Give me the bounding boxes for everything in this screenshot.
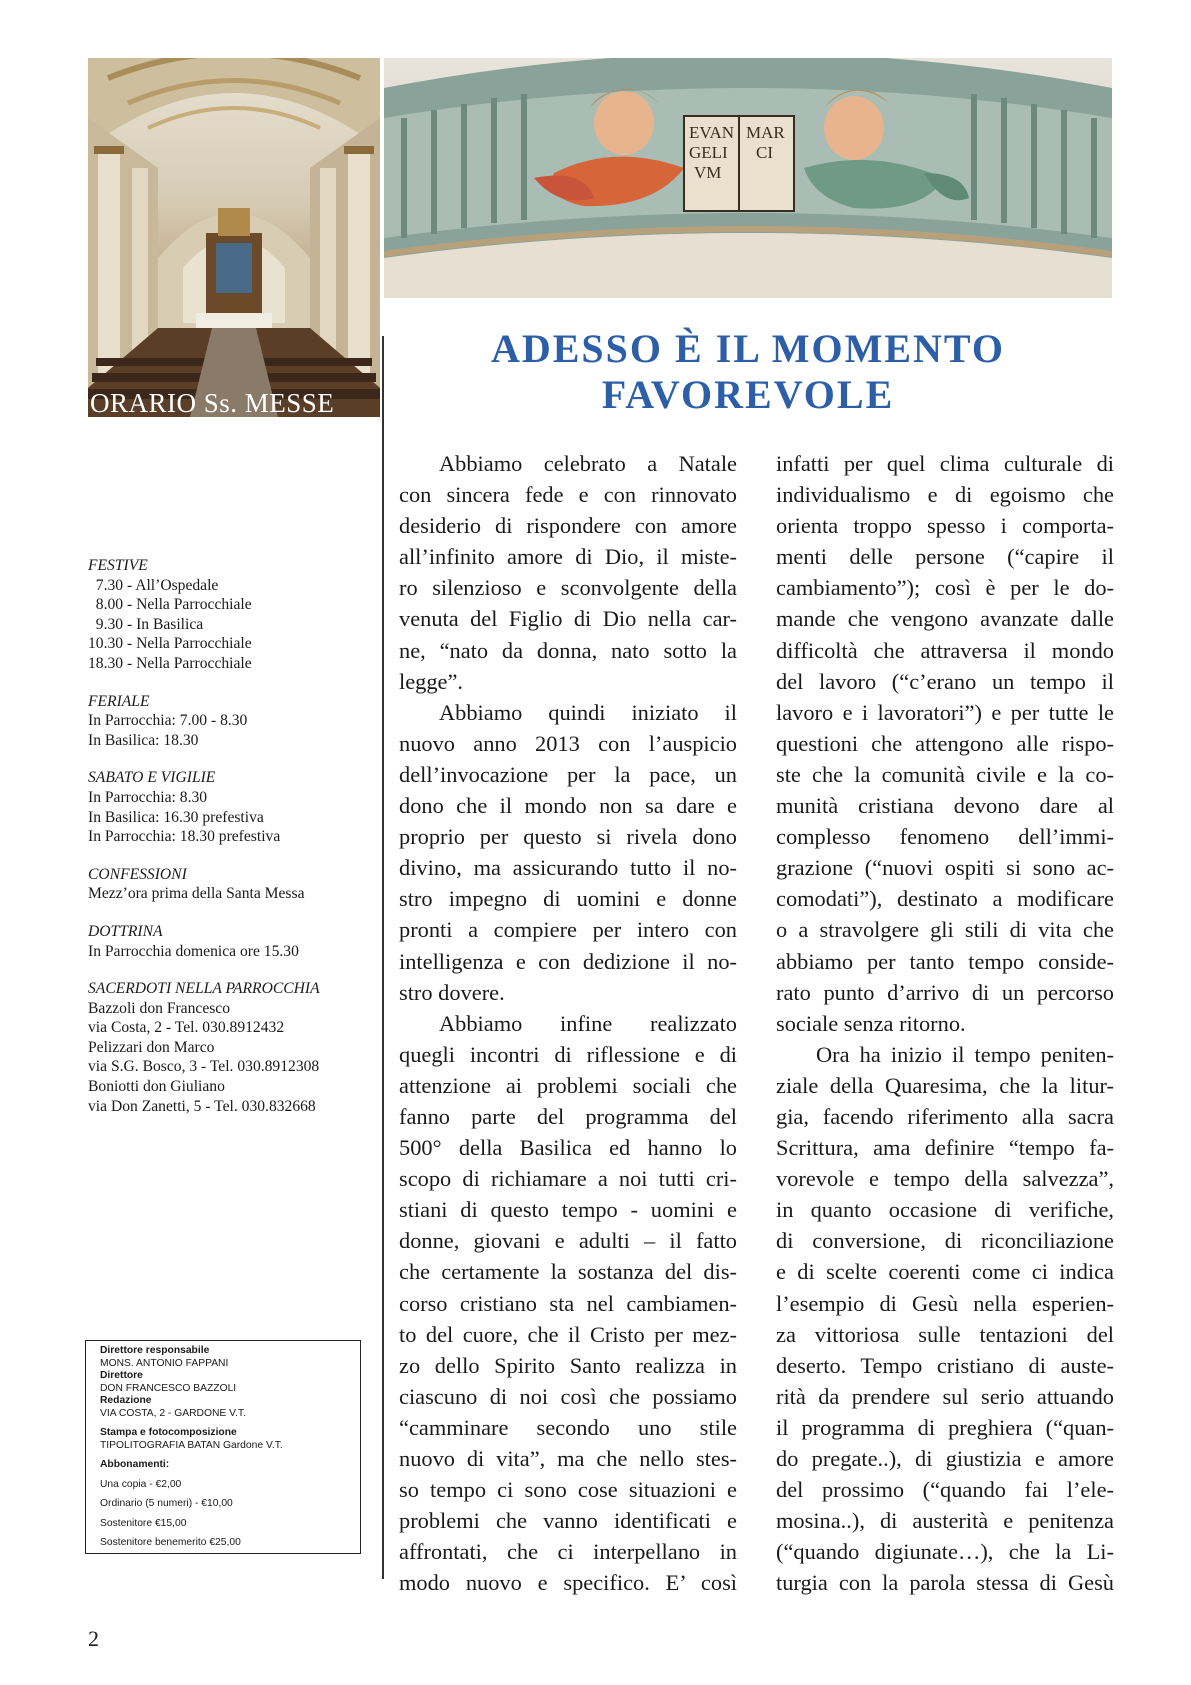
text-line: donne, giovani e adulti – il fatto — [399, 1228, 737, 1254]
text-line: Ora ha inizio il tempo peniten- — [816, 1041, 1114, 1067]
text-line: rità da prendere sul serio attuando — [776, 1383, 1114, 1409]
text-line: Scrittura, ama definire “tempo fa- — [776, 1135, 1114, 1161]
text-line: nuovo di vita”, ma che nello stes- — [399, 1446, 737, 1471]
text-line: do pregate..), di giustizia e amore — [776, 1446, 1114, 1471]
text-line: complesso fenomeno dell’immi- — [776, 824, 1114, 850]
book-text-right-2: CI — [756, 143, 773, 162]
abbonamento-line: Sostenitore €15,00 — [100, 1517, 187, 1529]
text-line: Abbiamo quindi iniziato il — [439, 699, 737, 725]
text-line: rato punto d’arrivo di un percorso — [776, 979, 1114, 1005]
abbonamenti-label: Abbonamenti: — [100, 1459, 170, 1470]
sacerdoti-heading: SACERDOTI NELLA PARROCCHIA — [88, 980, 320, 998]
text-line: mande che vengono avanzate dalle — [776, 606, 1114, 632]
mass-schedule — [88, 556, 388, 1134]
text-line: (“quando digiunate…), che la Li- — [776, 1539, 1114, 1565]
text-line: il programma di preghiera (“quan- — [776, 1414, 1114, 1440]
sacerdoti-line: Bazzoli don Francesco — [88, 999, 231, 1017]
text-line: legge”. — [399, 668, 464, 694]
direttore-value: DON FRANCESCO BAZZOLI — [100, 1382, 237, 1394]
church-interior-photo — [88, 58, 380, 417]
text-line: stro dovere. — [399, 979, 505, 1005]
text-line: Abbiamo celebrato a Natale — [439, 451, 737, 476]
text-line: “camminare secondo uno stile — [399, 1414, 737, 1440]
book-text-left-3: VM — [694, 163, 722, 182]
text-line: sociale senza ritorno. — [776, 1010, 966, 1036]
text-line: con sincera fede e con rinnovato — [399, 482, 737, 508]
direttore-resp-label: Direttore responsabile — [100, 1345, 210, 1356]
sabato-line: In Parrocchia: 8.30 — [88, 788, 208, 806]
confessioni-line: Mezz’ora prima della Santa Messa — [88, 885, 305, 903]
festive-heading: FESTIVE — [88, 557, 148, 574]
text-line: quegli incontri di riflessione e di — [399, 1041, 737, 1067]
article-title-line-2: FAVOREVOLE — [601, 372, 895, 417]
text-line: ziale della Quaresima, che la litur- — [776, 1072, 1114, 1098]
text-line: grazione (“nuovi ospiti si sono ac- — [776, 855, 1114, 881]
photo-caption: ORARIO Ss. MESSE — [90, 388, 335, 417]
abbonamento-line: Ordinario (5 numeri) - €10,00 — [100, 1498, 233, 1509]
dottrina-group — [88, 922, 388, 961]
text-line: intelligenza e con dedizione il no- — [399, 948, 737, 974]
stampa-label: Stampa e fotocomposizione — [100, 1427, 237, 1438]
redazione-value: VIA COSTA, 2 - GARDONE V.T. — [100, 1407, 246, 1419]
direttore-label: Direttore — [100, 1370, 143, 1381]
text-line: proprio per questo si rivela dono — [399, 824, 737, 850]
abbonamento-line: Una copia - €2,00 — [100, 1478, 182, 1490]
article-column-2 — [776, 448, 1114, 1598]
festive-line: 9.30 - In Basilica — [88, 615, 204, 633]
text-line: ro silenzioso e sconvolgente della — [399, 575, 737, 601]
article-column-1 — [399, 448, 737, 1598]
feriale-line: In Parrocchia: 7.00 - 8.30 — [88, 712, 248, 730]
text-line: comodati”), destinato a modificare — [776, 886, 1114, 912]
text-line: turgia con la parola stessa di Gesù — [776, 1570, 1114, 1596]
text-line: desiderio di rispondere con amore — [399, 513, 737, 539]
text-line: to del cuore, che il Cristo per mez- — [399, 1321, 737, 1347]
text-line: attenzione ai problemi sociali che — [399, 1072, 737, 1098]
feriale-heading: FERIALE — [88, 692, 150, 710]
sabato-heading: SABATO E VIGILIE — [88, 769, 216, 787]
text-line: affrontati, che ci interpellano in — [399, 1539, 737, 1565]
text-line: all’infinito amore di Dio, il miste- — [399, 544, 737, 570]
book-text-left-1: EVAN — [689, 123, 735, 142]
text-line: lavoro e i lavoratori”) e per tutte le — [776, 699, 1114, 725]
text-line: questioni che attengono alle rispo- — [776, 730, 1114, 756]
sabato-group — [88, 768, 388, 846]
article-title — [384, 326, 1112, 418]
text-line: divino, ma assicurando tutto il no- — [399, 855, 737, 881]
sacerdoti-line: via Costa, 2 - Tel. 030.8912432 — [88, 1019, 285, 1037]
text-line: infatti per quel clima culturale di — [776, 451, 1114, 476]
confessioni-heading: CONFESSIONI — [88, 865, 187, 883]
festive-line: 8.00 - Nella Parrocchiale — [88, 596, 252, 614]
text-line: nuovo anno 2013 con l’auspicio — [399, 730, 737, 756]
text-line: za vittoriosa sulle tentazioni del — [776, 1321, 1114, 1347]
text-line: zo dello Spirito Santo realizza in — [399, 1352, 737, 1378]
church-interior-illustration — [88, 58, 380, 417]
text-line: che certamente la sostanza del dis- — [399, 1259, 737, 1285]
feriale-group — [88, 692, 388, 751]
dottrina-heading: DOTTRINA — [88, 922, 163, 940]
fresco-banner — [384, 58, 1112, 298]
text-line: munità cristiana devono dare al — [776, 793, 1114, 819]
article-title-line-1: ADESSO È IL MOMENTO — [490, 326, 1006, 371]
stampa-value: TIPOLITOGRAFIA BATAN Gardone V.T. — [100, 1439, 283, 1451]
text-line: dono che il mondo non sa dare e — [399, 793, 737, 819]
text-line: ciascuno di noi così che possiamo — [399, 1383, 737, 1409]
column-divider — [382, 336, 384, 1579]
festive-line: 7.30 - All’Ospedale — [88, 576, 219, 594]
book-text-left-2: GELI — [689, 143, 728, 162]
text-line: stro impegno di uomini e donne — [399, 886, 737, 912]
festive-line: 10.30 - Nella Parrocchiale — [88, 635, 252, 653]
text-line: individualismo e di egoismo che — [776, 482, 1114, 508]
text-line: ste che la comunità civile e la co- — [776, 761, 1114, 787]
text-line: vorevole e tempo della salvezza”, — [776, 1166, 1114, 1192]
text-line: fanno parte del programma del — [399, 1103, 737, 1129]
fresco-illustration — [384, 58, 1112, 298]
text-line: l’esempio di Gesù nella esperien- — [776, 1290, 1114, 1316]
text-line: cambiamento”); così è per le do- — [776, 575, 1114, 601]
text-line: venuta del Figlio di Dio nella car- — [399, 606, 737, 632]
text-line: gia, facendo riferimento alla sacra — [776, 1103, 1114, 1129]
colophon-box — [85, 1340, 361, 1554]
text-line: scopo di richiamare a noi tutti cri- — [399, 1166, 737, 1192]
abbonamento-line: Sostenitore benemerito €25,00 — [100, 1537, 241, 1548]
sabato-line: In Basilica: 16.30 prefestiva — [88, 808, 264, 826]
text-line: abbiamo per tanto tempo conside- — [776, 948, 1114, 974]
book-text-right-1: MAR — [746, 123, 785, 142]
text-line: Abbiamo infine realizzato — [439, 1010, 737, 1036]
text-line: difficoltà che attraversa il mondo — [776, 637, 1114, 663]
redazione-label: Redazione — [100, 1395, 152, 1406]
dottrina-line: In Parrocchia domenica ore 15.30 — [88, 942, 299, 960]
text-line: del lavoro (“c’erano un tempo il — [776, 668, 1114, 694]
page-number: 2 — [88, 1626, 99, 1651]
text-line: e di scelte coerenti come ci indica — [776, 1259, 1114, 1285]
direttore-resp-value: MONS. ANTONIO FAPPANI — [100, 1357, 229, 1369]
text-line: stiani di questo tempo - uomini e — [399, 1197, 737, 1223]
text-line: dell’invocazione per la pace, un — [399, 761, 737, 787]
sabato-line: In Parrocchia: 18.30 prefestiva — [88, 828, 281, 846]
text-line: di conversione, di riconciliazione — [776, 1228, 1114, 1254]
text-line: deserto. Tempo cristiano di auste- — [776, 1352, 1114, 1378]
sacerdoti-line: Boniotti don Giuliano — [88, 1078, 225, 1096]
text-line: pronti a compiere per intero con — [399, 917, 737, 943]
text-line: so tempo ci sono cose situazioni e — [399, 1477, 737, 1503]
text-line: mosina..), di austerità e penitenza — [776, 1508, 1114, 1534]
text-line: in quanto occasione di verifiche, — [776, 1197, 1114, 1223]
sacerdoti-line: via S.G. Bosco, 3 - Tel. 030.8912308 — [88, 1058, 320, 1076]
text-line: modo nuovo e specifico. E’ così — [399, 1570, 737, 1596]
feriale-line: In Basilica: 18.30 — [88, 731, 199, 749]
sacerdoti-line: via Don Zanetti, 5 - Tel. 030.832668 — [88, 1097, 316, 1115]
text-line: corso cristiano sta nel cambiamen- — [399, 1290, 737, 1316]
text-line: o a stravolgere gli stili di vita che — [776, 917, 1114, 943]
festive-line: 18.30 - Nella Parrocchiale — [88, 654, 252, 672]
text-line: del prossimo (“quando fai l’ele- — [776, 1477, 1114, 1503]
text-line: 500° della Basilica ed hanno lo — [399, 1135, 737, 1161]
sacerdoti-line: Pelizzari don Marco — [88, 1038, 215, 1056]
sacerdoti-group — [88, 979, 388, 1116]
festive-group — [88, 556, 388, 674]
text-line: orienta troppo spesso i comporta- — [776, 513, 1114, 539]
text-line: problemi che vanno identificati e — [399, 1508, 737, 1534]
text-line: ne, “nato da donna, nato sotto la — [399, 637, 737, 663]
confessioni-group — [88, 865, 388, 904]
text-line: menti delle persone (“capire il — [776, 544, 1114, 570]
